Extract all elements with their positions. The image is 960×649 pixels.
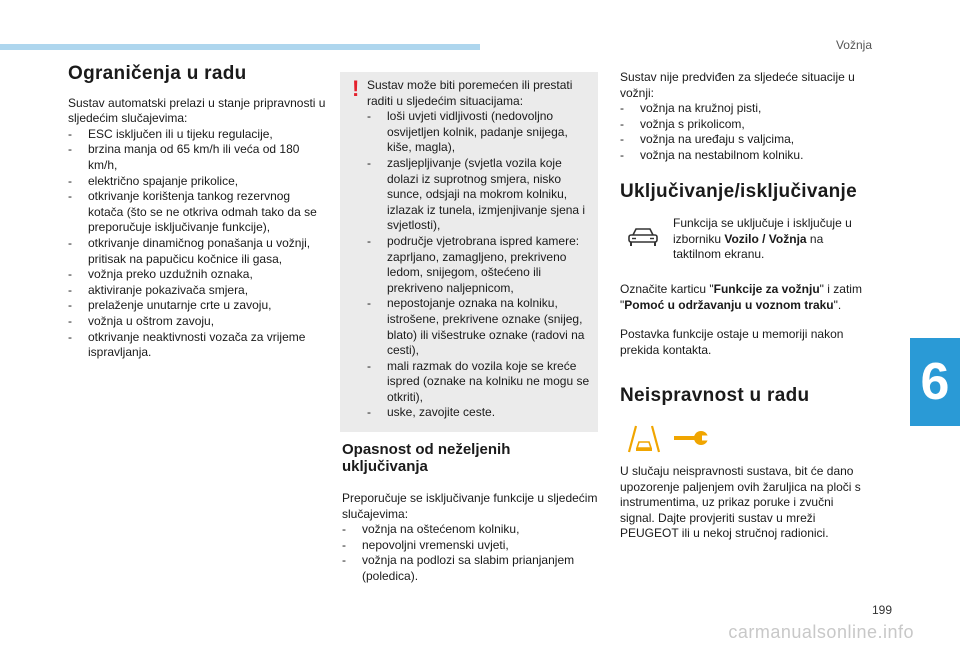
fault-text-block xyxy=(620,464,868,542)
onoff-icon-text xyxy=(673,216,859,263)
list-item: - prelaženje unutarnje crte u zavoju, xyxy=(68,298,326,314)
limitations-section xyxy=(68,63,326,361)
section-name: Vožnja xyxy=(835,38,872,52)
step-text: " i zatim " xyxy=(620,282,862,312)
unwanted-activation-section xyxy=(342,441,600,585)
list-item: - vožnja s prikolicom, xyxy=(620,117,860,133)
onoff-text-2: na taktilnom ekranu. xyxy=(673,231,824,262)
watermark: carmanualsonline.info xyxy=(728,622,914,642)
list-item: - vožnja na nestabilnom kolniku. xyxy=(620,148,860,164)
step-text: ". xyxy=(833,297,842,312)
fault-section xyxy=(620,385,860,406)
list-item: - zasljepljivanje (svjetla vozila koje dolazi iz suprotnog smjera, nisko sunce, odsjaji na mokrom kolniku, izlazak iz tunela, izmjenjivanje sjena i svjetlosti), xyxy=(367,156,593,234)
memory-note: Postavka funkcije ostaje u memoriji nakon prekida kontakta. xyxy=(620,327,844,357)
list-item: - aktiviranje pokazivača smjera, xyxy=(68,283,326,299)
list-item: - električno spajanje prikolice, xyxy=(68,174,326,190)
step-text: Označite karticu " xyxy=(620,282,714,296)
list-item: - ESC isključen ili u tijeku regulacije, xyxy=(68,127,326,143)
tab-name: Funkcije za vožnju xyxy=(713,282,820,296)
unwanted-activation-title: Opasnost od neželjenih uključivanja xyxy=(342,441,511,475)
list-item: - vožnja preko uzdužnih oznaka, xyxy=(68,267,326,283)
warning-exclamation-icon: ! xyxy=(352,76,360,101)
onoff-text-1: Funkcija se uključuje i isključuje u izborniku xyxy=(673,216,852,246)
wrench-icon xyxy=(672,428,710,448)
onoff-steps xyxy=(620,282,868,358)
fault-title: Neispravnost u radu xyxy=(620,385,810,406)
warning-list xyxy=(367,109,593,421)
not-designed-intro: Sustav nije predviđen za sljedeće situacije u vožnji: xyxy=(620,70,855,100)
list-item: - vožnja na oštećenom kolniku, xyxy=(342,522,600,538)
chapter-tab: 6 xyxy=(910,338,960,426)
list-item: - otkrivanje dinamičnog ponašanja u vožnji, pritisak na papučicu kočnice ili gasa, xyxy=(68,236,326,267)
list-item: - brzina manja od 65 km/h ili veća od 180 km/h, xyxy=(68,142,326,173)
limitations-title: Ograničenja u radu xyxy=(68,63,247,84)
list-item: - otkrivanje neaktivnosti vozača za vrijeme ispravljanja. xyxy=(68,330,326,361)
unwanted-activation-intro: Preporučuje se isključivanje funkcije u sljedećim slučajevima: xyxy=(342,491,598,521)
unwanted-activation-list xyxy=(342,522,600,584)
limitations-intro: Sustav automatski prelazi u stanje pripravnosti u sljedećim slučajevima: xyxy=(68,95,326,126)
list-item: - mali razmak do vozila koje se kreće ispred (oznake na kolniku ne mogu se otkriti), xyxy=(367,359,593,406)
list-item: - loši uvjeti vidljivosti (nedovoljno osvijetljen kolnik, padanje snijega, kiše, magla), xyxy=(367,109,593,156)
limitations-list xyxy=(68,127,326,361)
list-item: - područje vjetrobrana ispred kamere: zaprljano, zamagljeno, prekriveno ledom, snijegom, oštećeno ili prekriveno naljepnicom, xyxy=(367,234,593,296)
list-item: - vožnja na kružnoj pisti, xyxy=(620,101,860,117)
page-number: 199 xyxy=(871,603,892,617)
list-item: - nepostojanje oznaka na kolniku, istrošene, prekrivene oznake (snijeg, blato) ili višestruke oznake (radovi na cesti), xyxy=(367,296,593,358)
onoff-section xyxy=(620,181,860,202)
list-item: - otkrivanje korištenja tankog rezervnog kotača (što se ne otkriva odmah tako da se preporučuje isključivanje funkcije), xyxy=(68,189,326,236)
list-item: - uske, zavojite ceste. xyxy=(367,405,593,421)
list-item: - vožnja na podlozi sa slabim prianjanjem (poledica). xyxy=(342,553,600,584)
header-bar xyxy=(0,44,480,50)
list-item: - nepovoljni vremenski uvjeti, xyxy=(342,538,600,554)
lane-warning-icon xyxy=(627,424,661,454)
not-designed-list xyxy=(620,101,860,163)
menu-path: Vozilo / Vožnja xyxy=(724,231,807,246)
list-item: - vožnja u oštrom zavoju, xyxy=(68,314,326,330)
onoff-title: Uključivanje/isključivanje xyxy=(620,181,857,202)
fault-text: U slučaju neispravnosti sustava, bit će dano upozorenje paljenjem ovih žaruljica na ploči s instrumentima, uz prikaz poruke i zvučni signal. Dajte provjeriti sustav u mreži PEUGEOT ili u nekoj stručnoj radionici. xyxy=(620,464,861,541)
car-icon xyxy=(627,226,659,248)
list-item: - vožnja na uređaju s valjcima, xyxy=(620,132,860,148)
function-name: Pomoć u održavanju u voznom traku xyxy=(624,297,834,312)
not-designed-section xyxy=(620,70,860,164)
warning-intro: Sustav može biti poremećen ili prestati raditi u sljedećim situacijama: xyxy=(367,78,573,108)
warning-text xyxy=(367,78,593,421)
